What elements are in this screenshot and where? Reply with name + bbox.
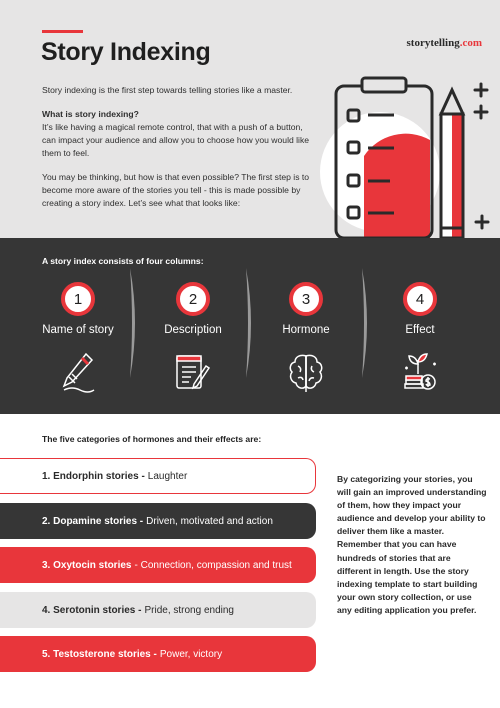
column-label: Effect [405,324,435,336]
intro-paragraph-1: Story indexing is the first step towards telling stories like a master. [42,85,293,95]
notepad-icon [173,350,213,394]
category-name: 2. Dopamine stories - [42,515,144,527]
checklist-pencil-icon [318,64,500,238]
intro-question [42,108,314,160]
page-title: Story Indexing [41,38,211,66]
column-number-badge: 3 [289,282,323,316]
category-effect: Driven, motivated and action [146,515,273,527]
intro-question-title: What is story indexing? [42,109,139,119]
category-effect: Power, victory [159,648,223,660]
intro-question-body: It’s like having a magical remote control, that with a push of a button, can impact your audience and allow you to choose how you would like them to feel. [42,122,310,158]
category-name: 3. Oxytocin stories [42,559,132,571]
category-name: 1. Endorphin stories - [42,470,145,482]
category-oxytocin [0,547,316,583]
column-name-of-story [23,282,133,399]
category-endorphin [0,458,316,494]
category-effect: - Connection, compassion and trust [134,559,292,571]
category-dopamine [0,503,316,539]
intro-paragraph-3: You may be thinking, but how is that even possible? The first step is to become more aware of the stories you tell - this is made possible by creating a story index. Let’s see what that looks like: [42,172,310,208]
column-description [138,282,248,399]
pencil-icon [58,350,98,394]
brand-logo [407,37,482,49]
category-effect: Laughter [147,470,188,482]
categories-heading: The five categories of hormones and their effects are: [42,434,262,444]
brand-name: storytelling [406,37,460,49]
column-label: Hormone [282,324,330,336]
category-name: 4. Serotonin stories - [42,604,142,616]
category-name: 5. Testosterone stories - [42,648,157,660]
side-note: By categorizing your stories, you will gain an improved understanding of them, how they impact your audience and develop your ability to deliver them like a master. Remember that you can have hundreds of stories that are different in length. Use the story indexing template to start building your own story collection, or use any editing application you prefer. [337,474,487,615]
column-number-badge: 4 [403,282,437,316]
title-accent-line [42,30,83,33]
column-number-badge: 1 [61,282,95,316]
columns-heading: A story index consists of four columns: [42,256,204,266]
column-label: Name of story [42,324,114,336]
category-testosterone [0,636,316,672]
category-effect: Pride, strong ending [144,604,234,616]
column-number-badge: 2 [176,282,210,316]
brand-suffix: .com [459,37,482,49]
brain-icon [286,350,326,394]
intro-text [42,84,314,221]
category-serotonin [0,592,316,628]
column-effect [365,282,475,399]
money-plant-icon [400,350,440,394]
column-hormone [251,282,361,399]
columns-section [0,238,500,414]
header-section [0,0,500,238]
column-label: Description [164,324,222,336]
